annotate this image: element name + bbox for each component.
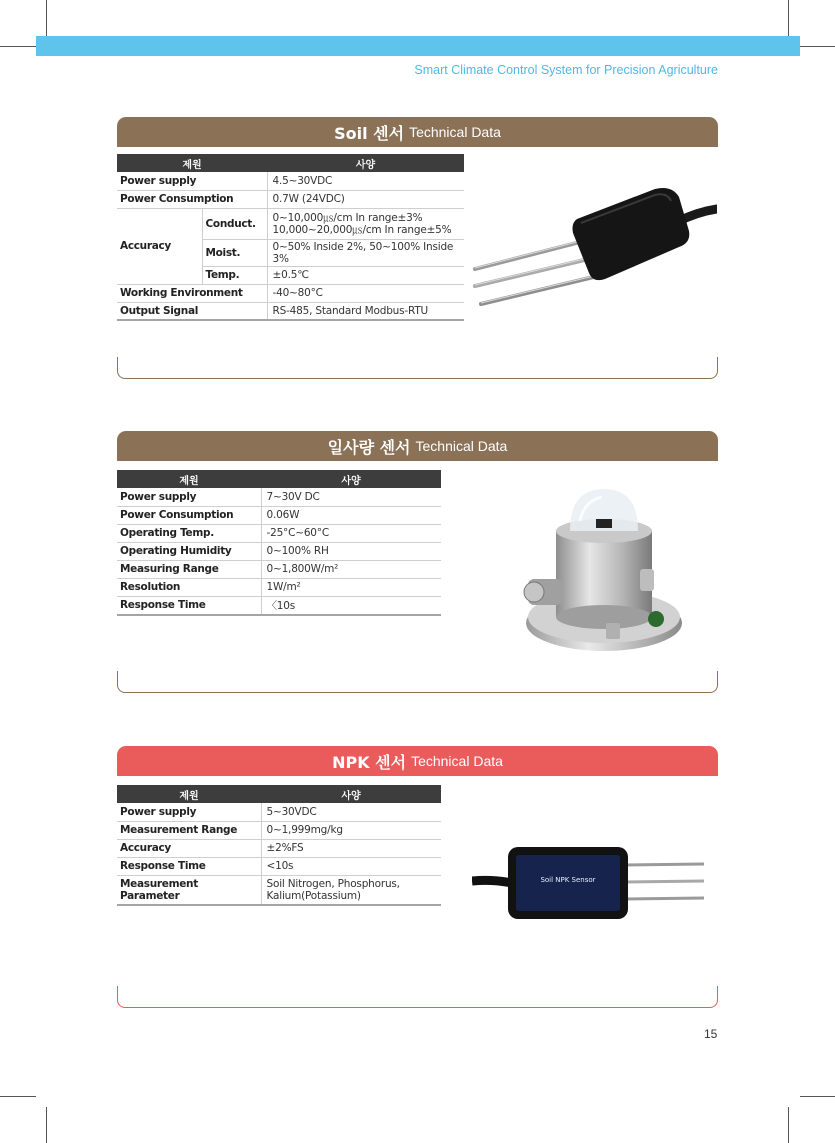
table-row — [117, 506, 441, 524]
table-row — [117, 560, 441, 578]
column-header-value: 사양 — [261, 470, 441, 488]
row-sublabel: Moist. — [202, 239, 267, 266]
row-value: 〈10s — [261, 596, 441, 615]
column-header-spec: 제원 — [117, 785, 261, 803]
param-value-line: Kalium(Potassium) — [266, 889, 361, 902]
spec-table — [117, 785, 441, 906]
section-title — [117, 431, 718, 461]
page-number: 15 — [704, 1027, 718, 1041]
column-header-value: 사양 — [261, 785, 441, 803]
section-frame — [117, 986, 718, 1008]
soil-sensor-image — [467, 187, 717, 317]
conduct-value-line: 10,000~20,000㎲/cm In range±5% — [272, 223, 452, 236]
table-row — [117, 524, 441, 542]
crop-mark — [46, 0, 47, 36]
row-label: Measurement Parameter — [117, 875, 261, 905]
table-row — [117, 284, 464, 302]
crop-mark — [46, 1107, 47, 1143]
section-title-light: Technical Data — [411, 753, 503, 769]
table-row — [117, 208, 464, 239]
solar-radiation-sensor-image — [522, 483, 687, 658]
row-value: -40~80°C — [267, 284, 464, 302]
crop-mark — [800, 1096, 835, 1097]
row-value: 7~30V DC — [261, 488, 441, 506]
table-row — [117, 875, 441, 905]
spec-table — [117, 154, 464, 321]
soil-sensor-section — [117, 117, 718, 381]
row-label: Operating Temp. — [117, 524, 261, 542]
row-label: Power Consumption — [117, 190, 267, 208]
row-label: Power supply — [117, 488, 261, 506]
table-row — [117, 190, 464, 208]
row-label: Measuring Range — [117, 560, 261, 578]
conduct-value-line: 0~10,000㎲/cm In range±3% — [272, 211, 423, 224]
row-sublabel: Conduct. — [202, 208, 267, 239]
table-header-row — [117, 154, 464, 172]
row-value: 0~1,800W/m² — [261, 560, 441, 578]
npk-sensor-section — [117, 746, 718, 1010]
table-row — [117, 302, 464, 320]
row-value — [267, 208, 464, 239]
npk-screen-label: Soil NPK Sensor — [540, 876, 596, 884]
row-value: 5~30VDC — [261, 803, 441, 821]
row-label: Power supply — [117, 803, 261, 821]
row-label: Response Time — [117, 596, 261, 615]
table-row — [117, 172, 464, 190]
row-value: 0.7W (24VDC) — [267, 190, 464, 208]
row-value: RS-485, Standard Modbus-RTU — [267, 302, 464, 320]
row-value: 0~1,999mg/kg — [261, 821, 441, 839]
section-title-strong: NPK 센서 — [332, 752, 407, 772]
row-label: Accuracy — [117, 208, 202, 284]
param-value-line: Soil Nitrogen, Phosphorus, — [266, 877, 400, 890]
row-label: Accuracy — [117, 839, 261, 857]
row-label: Working Environment — [117, 284, 267, 302]
row-value: 0~100% RH — [261, 542, 441, 560]
table-row — [117, 488, 441, 506]
row-value: ±0.5℃ — [267, 266, 464, 284]
section-title — [117, 746, 718, 776]
table-row — [117, 542, 441, 560]
column-header-spec: 제원 — [117, 470, 261, 488]
solar-radiation-sensor-section — [117, 431, 718, 695]
crop-mark — [0, 46, 36, 47]
row-sublabel: Temp. — [202, 266, 267, 284]
spec-table — [117, 470, 441, 616]
section-title-strong: Soil 센서 — [334, 123, 405, 143]
row-label: Response Time — [117, 857, 261, 875]
crop-mark — [788, 1107, 789, 1143]
column-header-spec: 제원 — [117, 154, 267, 172]
column-header-value: 사양 — [267, 154, 464, 172]
page-header-subtitle: Smart Climate Control System for Precision Agriculture — [414, 63, 718, 77]
row-value: -25°C~60°C — [261, 524, 441, 542]
row-value: 0.06W — [261, 506, 441, 524]
table-row — [117, 821, 441, 839]
row-value: 0~50% Inside 2%, 50~100% Inside 3% — [267, 239, 464, 266]
row-label: Power supply — [117, 172, 267, 190]
crop-mark — [0, 1096, 36, 1097]
table-row — [117, 857, 441, 875]
section-frame — [117, 671, 718, 693]
row-label: Power Consumption — [117, 506, 261, 524]
section-title-light: Technical Data — [415, 438, 508, 454]
section-title-strong: 일사량 센서 — [327, 437, 411, 457]
row-label: Resolution — [117, 578, 261, 596]
row-value: 1W/m² — [261, 578, 441, 596]
row-label: Measurement Range — [117, 821, 261, 839]
table-row — [117, 596, 441, 615]
npk-sensor-image — [472, 843, 712, 923]
row-value: <10s — [261, 857, 441, 875]
section-title — [117, 117, 718, 147]
crop-mark — [800, 46, 835, 47]
table-row — [117, 578, 441, 596]
row-value — [261, 875, 441, 905]
section-frame — [117, 357, 718, 379]
row-label: Operating Humidity — [117, 542, 261, 560]
table-header-row — [117, 785, 441, 803]
crop-mark — [788, 0, 789, 36]
top-banner-bar — [36, 36, 800, 56]
section-title-light: Technical Data — [409, 124, 501, 140]
row-value: ±2%FS — [261, 839, 441, 857]
table-row — [117, 839, 441, 857]
row-label: Output Signal — [117, 302, 267, 320]
row-value: 4.5~30VDC — [267, 172, 464, 190]
table-header-row — [117, 470, 441, 488]
table-row — [117, 803, 441, 821]
